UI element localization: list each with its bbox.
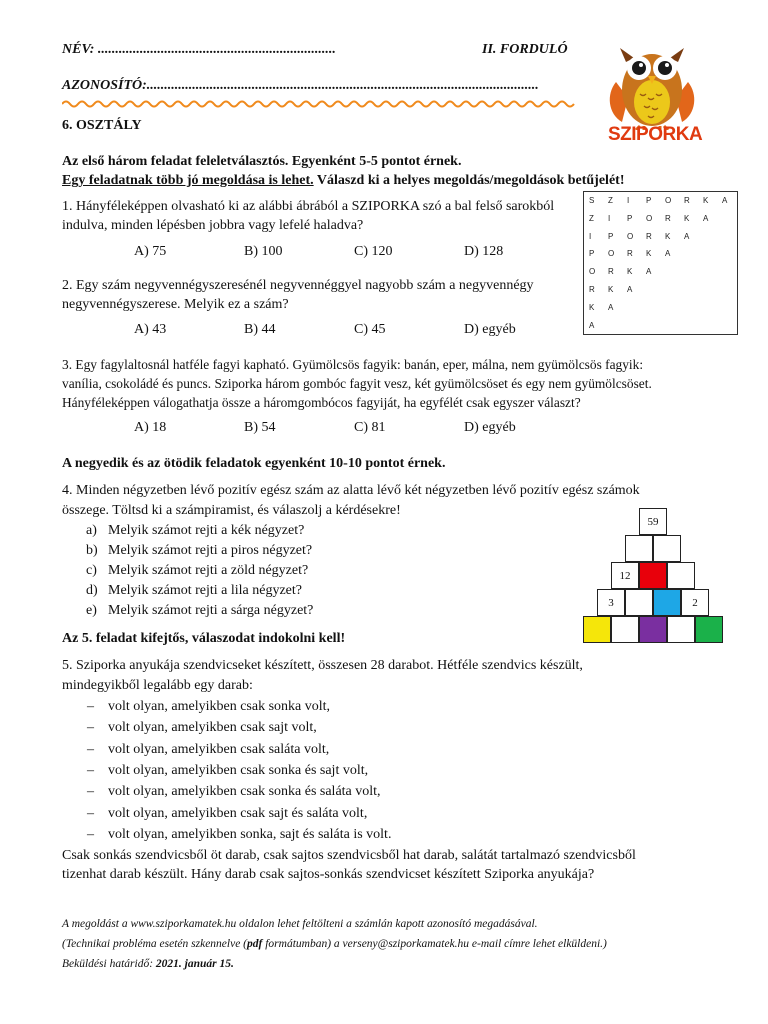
footer-deadline-date: 2021. január 15. xyxy=(155,958,234,970)
grid-letter: K xyxy=(589,302,595,312)
grid-letter: Z xyxy=(589,213,594,223)
id-field-label: AZONOSÍTÓ:................................................................................................................ xyxy=(62,78,539,93)
q5-line-3: Csak sonkás szendvicsből öt darab, csak sajtos szendvicsből hat darab, salátát tartalmazó szendvicsből xyxy=(62,848,636,863)
intro-rest: Válaszd ki a helyes megoldás/megoldások betűjelét! xyxy=(313,173,625,188)
pyramid-cell xyxy=(653,535,681,562)
grid-letter: P xyxy=(608,231,614,241)
grid-letter: O xyxy=(646,213,653,223)
pyramid-blue-cell xyxy=(653,589,681,616)
grid-letter: R xyxy=(665,213,671,223)
intro-line-2 xyxy=(62,173,624,189)
grid-letter: K xyxy=(665,231,671,241)
pyramid-yellow-cell xyxy=(583,616,611,643)
q2-line-2: negyvennégyszerese. Melyik ez a szám? xyxy=(62,297,289,312)
footer-line-2-c: formátumban) a verseny@sziporkamatek.hu e-mail címre lehet elküldeni.) xyxy=(262,938,607,950)
q5-item-dash: – xyxy=(87,805,94,821)
q3-option-b[interactable]: B) 54 xyxy=(244,420,276,435)
name-field-label: NÉV: .................................................................... xyxy=(62,42,336,57)
pyramid-red-cell xyxy=(639,562,667,589)
intro-underlined: Egy feladatnak több jó megoldása is lehet. xyxy=(62,173,314,188)
pyramid-cell xyxy=(625,589,653,616)
q5-item-dash: – xyxy=(87,826,94,842)
grid-letter: P xyxy=(627,213,633,223)
q4-item-text: Melyik számot rejti a kék négyzet? xyxy=(108,523,305,538)
q3-option-d[interactable]: D) egyéb xyxy=(464,420,516,435)
grid-letter: A xyxy=(646,267,652,277)
grid-letter: I xyxy=(627,196,630,205)
sziporka-logo xyxy=(604,38,703,150)
grid-letter: O xyxy=(627,231,634,241)
sziporka-letter-grid xyxy=(583,191,738,335)
grid-letter: K xyxy=(684,213,690,223)
grid-letter: Z xyxy=(608,196,613,205)
q1-line-1: 1. Hányféleképpen olvasható ki az alábbi ábrából a SZIPORKA szó a bal felső sarokból xyxy=(62,199,555,214)
q4-item-text: Melyik számot rejti a piros négyzet? xyxy=(108,543,313,558)
section-2-heading: A negyedik és az ötödik feladatok egyenként 10-10 pontot érnek. xyxy=(62,456,446,471)
grid-letter: O xyxy=(589,267,596,277)
q4-item-letter: d) xyxy=(86,583,98,598)
grid-letter: R xyxy=(646,231,652,241)
grid-letter: A xyxy=(703,213,709,223)
q5-item-dash: – xyxy=(87,699,94,714)
grid-letter: A xyxy=(665,249,671,259)
footer-line-1: A megoldást a www.sziporkamatek.hu oldalon lehet feltölteni a számlán kapott azonosító megadásával. xyxy=(62,918,538,930)
grid-letter: A xyxy=(722,196,728,205)
grid-letter: O xyxy=(608,249,615,259)
q5-item-dash: – xyxy=(87,784,94,800)
pyramid-cell-3: 3 xyxy=(597,589,625,616)
q4-line-2: összege. Töltsd ki a számpiramist, és válaszolj a kérdésekre! xyxy=(62,503,401,518)
q1-line-2: indulva, minden lépésben jobbra vagy lefelé haladva? xyxy=(62,218,364,233)
number-pyramid xyxy=(582,508,724,644)
q2-option-c[interactable]: C) 45 xyxy=(354,322,386,337)
q1-option-b[interactable]: B) 100 xyxy=(244,244,283,259)
footer-line-2-a: (Technikai probléma esetén szkennelve ( xyxy=(62,938,248,950)
pyramid-cell xyxy=(667,616,695,643)
logo-text: SZIPORKA xyxy=(608,124,703,145)
q4-line-1: 4. Minden négyzetben lévő pozitív egész szám az alatta lévő két négyzetben lévő pozitív egész számok xyxy=(62,483,640,498)
pyramid-cell-12: 12 xyxy=(611,562,639,589)
q3-option-c[interactable]: C) 81 xyxy=(354,420,386,435)
q5-list-item: volt olyan, amelyikben csak sajt volt, xyxy=(108,720,317,736)
grid-letter: K xyxy=(703,196,709,205)
q5-item-dash: – xyxy=(87,720,94,736)
footer-line-2-pdf: pdf xyxy=(247,938,263,950)
q5-list-item: volt olyan, amelyikben csak sonka és sajt volt, xyxy=(108,762,369,778)
grid-letter: R xyxy=(627,249,633,259)
footer-line-2 xyxy=(62,938,607,950)
grid-letter: K xyxy=(627,267,633,277)
q1-option-c[interactable]: C) 120 xyxy=(354,244,393,259)
q3-option-a[interactable]: A) 18 xyxy=(134,420,167,435)
grid-letter: R xyxy=(684,196,690,205)
grid-letter: I xyxy=(608,213,611,223)
q4-item-text: Melyik számot rejti a zöld négyzet? xyxy=(108,563,309,578)
grid-letter: P xyxy=(646,196,652,205)
grid-letter: O xyxy=(665,196,672,205)
grid-letter: A xyxy=(684,231,690,241)
pyramid-cell-2: 2 xyxy=(681,589,709,616)
pyramid-cell xyxy=(611,616,639,643)
grid-letter: A xyxy=(627,285,633,294)
q4-item-letter: a) xyxy=(86,523,97,538)
q4-item-text: Melyik számot rejti a sárga négyzet? xyxy=(108,603,314,618)
q2-option-a[interactable]: A) 43 xyxy=(134,322,167,337)
q5-line-4: tizenhat darab készült. Hány darab csak sajtos-sonkás szendvicset készített Sziporka anyukája? xyxy=(62,867,595,882)
q2-line-1: 2. Egy szám negyvennégyszeresénél negyvennéggyel nagyobb szám a negyvennégy xyxy=(62,278,534,293)
grid-letter: P xyxy=(589,249,595,259)
q5-list-item: volt olyan, amelyikben csak saláta volt, xyxy=(108,741,330,757)
round-label: II. FORDULÓ xyxy=(482,42,568,57)
q4-item-text: Melyik számot rejti a lila négyzet? xyxy=(108,583,302,598)
pyramid-purple-cell xyxy=(639,616,667,643)
q4-item-letter: c) xyxy=(86,563,97,578)
pyramid-green-cell xyxy=(695,616,723,643)
q5-item-dash: – xyxy=(87,762,94,778)
grade-heading: 6. OSZTÁLY xyxy=(62,118,142,133)
grid-letter: S xyxy=(589,196,595,205)
q1-option-a[interactable]: A) 75 xyxy=(134,244,167,259)
q2-option-b[interactable]: B) 44 xyxy=(244,322,276,337)
q3-line-2: vanília, csokoládé és puncs. Sziporka három gombóc fagyit vesz, két gyümölcsöset és egy nem gyümölcsöset. xyxy=(62,376,652,391)
grid-letter: K xyxy=(646,249,652,259)
pyramid-top-cell: 59 xyxy=(639,508,667,535)
section-3-heading: Az 5. feladat kifejtős, válaszodat indokolni kell! xyxy=(62,631,346,646)
intro-line-1: Az első három feladat feleletválasztós. Egyenként 5-5 pontot érnek. xyxy=(62,154,462,169)
q4-item-letter: b) xyxy=(86,543,98,558)
wavy-divider xyxy=(62,98,576,110)
grid-letter: K xyxy=(608,285,614,294)
q5-item-dash: – xyxy=(87,741,94,757)
q3-line-1: 3. Egy fagylaltosnál hatféle fagyi kapható. Gyümölcsös fagyik: banán, eper, málna, nem gyümölcsös fagyik: xyxy=(62,357,644,372)
owl-icon xyxy=(604,38,700,130)
grid-letter: I xyxy=(589,231,592,241)
q5-list-item: volt olyan, amelyikben csak sonka volt, xyxy=(108,699,331,714)
q3-line-3: Hányféleképpen válogathatja össze a háromgombócos fagyiját, ha egyfélét csak egyszer választ? xyxy=(62,395,581,410)
q1-option-d[interactable]: D) 128 xyxy=(464,244,504,259)
grid-letter: R xyxy=(608,267,614,277)
q5-line-2: mindegyikből legalább egy darab: xyxy=(62,678,253,693)
q5-list-item: volt olyan, amelyikben sonka, sajt és saláta is volt. xyxy=(108,826,392,842)
grid-letter: A xyxy=(589,320,595,330)
grid-letter: A xyxy=(608,302,614,312)
pyramid-cell xyxy=(667,562,695,589)
q5-list-item: volt olyan, amelyikben csak sajt és saláta volt, xyxy=(108,805,368,821)
q4-item-letter: e) xyxy=(86,603,97,618)
q5-line-1: 5. Sziporka anyukája szendvicseket készített, összesen 28 darabot. Hétféle szendvics készült, xyxy=(62,658,583,673)
footer-line-3 xyxy=(62,958,234,970)
q2-option-d[interactable]: D) egyéb xyxy=(464,322,516,337)
footer-deadline-label: Beküldési határidő: xyxy=(62,958,156,970)
q5-list-item: volt olyan, amelyikben csak sonka és saláta volt, xyxy=(108,784,381,800)
grid-letter: R xyxy=(589,285,595,294)
pyramid-cell xyxy=(625,535,653,562)
